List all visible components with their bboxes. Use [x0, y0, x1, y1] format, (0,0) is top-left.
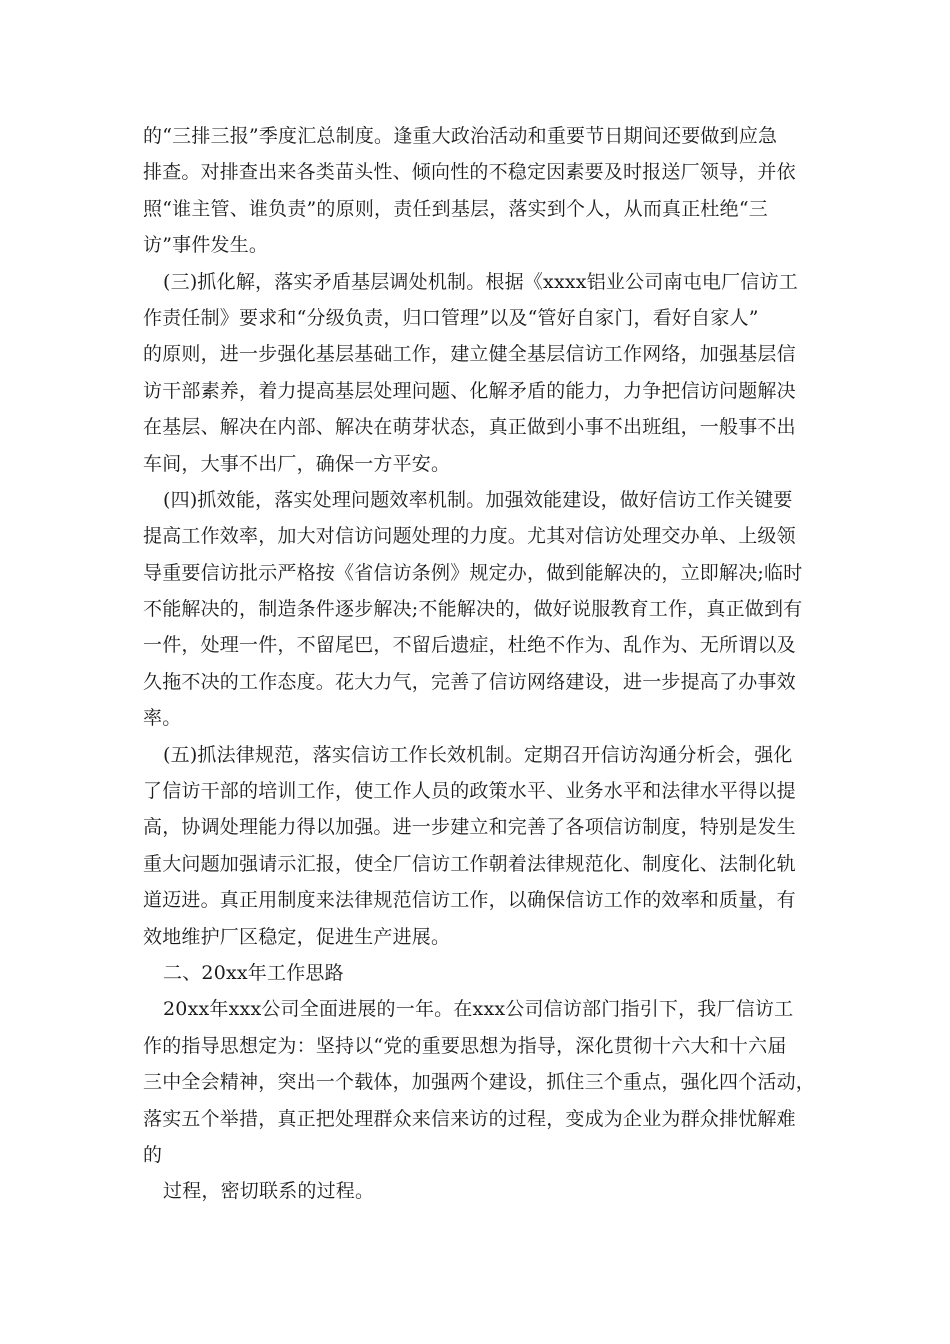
text-line: 效地维护厂区稳定，促进生产进展。	[143, 925, 451, 948]
text-line: (五)抓法律规范，落实信访工作长效机制。定期召开信访沟通分析会，强化	[163, 743, 793, 766]
text-line: 照“谁主管、谁负责”的原则，责任到基层，落实到个人，从而真正杜绝“三	[143, 197, 768, 220]
text-line: 访干部素养，着力提高基层处理问题、化解矛盾的能力，力争把信访问题解决	[143, 379, 796, 402]
text-line: 作责任制》要求和“分级负责，归口管理”以及“管好自家门，看好自家人”	[143, 306, 759, 329]
text-line: 道迈进。真正用制度来法律规范信访工作，以确保信访工作的效率和质量，有	[143, 889, 796, 912]
text-line: 在基层、解决在内部、解决在萌芽状态，真正做到小事不出班组，一般事不出	[143, 416, 796, 439]
text-line: 不能解决的，制造条件逐步解决;不能解决的，做好说服教育工作，真正做到有	[143, 598, 803, 621]
text-line: 的原则，进一步强化基层基础工作，建立健全基层信访工作网络，加强基层信	[143, 343, 796, 366]
text-line: (三)抓化解，落实矛盾基层调处机制。根据《xxxx铝业公司南屯电厂信访工	[163, 270, 798, 293]
text-line: 访”事件发生。	[143, 234, 269, 257]
text-line: 20xx年xxx公司全面进展的一年。在xxx公司信访部门指引下，我厂信访工	[163, 998, 794, 1021]
text-line: 提高工作效率，加大对信访问题处理的力度。尤其对信访处理交办单、上级领	[143, 525, 796, 548]
text-line: 一件，处理一件，不留尾巴，不留后遗症，杜绝不作为、乱作为、无所谓以及	[143, 634, 796, 657]
text-line: 率。	[143, 707, 182, 730]
text-line: 的“三排三报”季度汇总制度。逢重大政治活动和重要节日期间还要做到应急	[143, 125, 778, 147]
text-line: 的	[143, 1143, 163, 1166]
document-body	[143, 118, 816, 1210]
text-line: 导重要信访批示严格按《省信访条例》规定办，做到能解决的，立即解决;临时	[143, 561, 803, 584]
text-line: 排查。对排查出来各类苗头性、倾向性的不稳定因素要及时报送厂领导，并依	[143, 161, 796, 184]
text-line: 作的指导思想定为：坚持以“党的重要思想为指导，深化贯彻十六大和十六届	[143, 1034, 787, 1057]
text-line: 三中全会精神，突出一个载体，加强两个建设，抓住三个重点，强化四个活动，	[143, 1071, 816, 1094]
text-line: 高，协调处理能力得以加强。进一步建立和完善了各项信访制度，特别是发生	[143, 816, 796, 839]
text-line: 重大问题加强请示汇报，使全厂信访工作朝着法律规范化、制度化、法制化轨	[143, 852, 796, 875]
text-line: 二、20xx年工作思路	[163, 961, 344, 984]
text-line: 久拖不决的工作态度。花大力气，完善了信访网络建设，进一步提高了办事效	[143, 670, 796, 693]
text-line: 了信访干部的培训工作，使工作人员的政策水平、业务水平和法律水平得以提	[143, 780, 796, 803]
text-line: 落实五个举措，真正把处理群众来信来访的过程，变成为企业为群众排忧解难	[143, 1107, 796, 1130]
text-line: (四)抓效能，落实处理问题效率机制。加强效能建设，做好信访工作关键要	[163, 488, 793, 511]
text-line: 过程，密切联系的过程。	[163, 1180, 375, 1203]
text-line: 车间，大事不出厂，确保一方平安。	[143, 452, 451, 475]
